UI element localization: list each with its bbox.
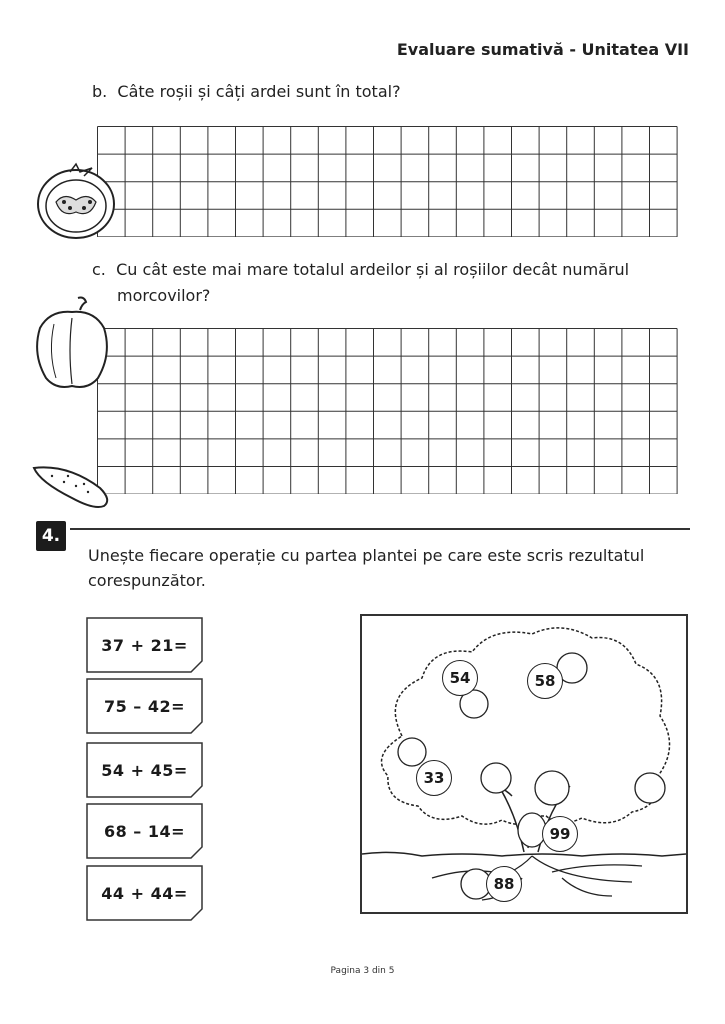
tree-result-88-text: 88 <box>493 875 515 893</box>
question-b <box>92 80 401 104</box>
tree-result-99-text: 99 <box>549 825 571 843</box>
question-b-text: Câte roșii și câți ardei sunt în total? <box>117 82 401 101</box>
operation-card-4[interactable] <box>86 803 203 859</box>
plant-tree-drawing <box>362 616 686 912</box>
tree-result-33-text: 33 <box>423 769 445 787</box>
tree-result-54[interactable] <box>442 660 478 696</box>
question-b-label: b. <box>92 82 108 101</box>
operation-card-3[interactable] <box>86 742 203 798</box>
pepper-illustration <box>32 294 112 394</box>
tree-result-99[interactable] <box>542 816 578 852</box>
tomato-illustration <box>34 162 120 244</box>
operation-text-4: 68 – 14= <box>103 821 186 841</box>
answer-grid-b[interactable] <box>97 126 678 237</box>
cucumber-illustration <box>28 460 114 512</box>
question-c-label: c. <box>92 260 106 279</box>
operation-text-2: 75 – 42= <box>103 696 186 716</box>
exercise-4-instruction-line2: corespunzător. <box>88 571 206 590</box>
plant-illustration-frame <box>360 614 688 914</box>
question-c <box>92 258 692 282</box>
question-c-line2: morcovilor? <box>117 286 211 305</box>
page-number-footer: Pagina 3 din 5 <box>330 966 395 976</box>
operation-text-5: 44 + 44= <box>101 883 188 903</box>
section-divider <box>70 528 690 530</box>
operation-card-5[interactable] <box>86 865 203 921</box>
question-c-line1: Cu cât este mai mare totalul ardeilor și al roșiilor decât numărul <box>116 260 630 279</box>
tree-result-54-text: 54 <box>449 669 471 687</box>
exercise-4-instruction-line1: Unește fiecare operație cu partea plantei pe care este scris rezultatul <box>88 546 645 565</box>
tree-result-88[interactable] <box>486 866 522 902</box>
operation-text-1: 37 + 21= <box>101 635 188 655</box>
tree-result-58-text: 58 <box>534 672 556 690</box>
page-header-title: Evaluare sumativă - Unitatea VII <box>396 40 689 59</box>
tree-result-33[interactable] <box>416 760 452 796</box>
operation-text-3: 54 + 45= <box>101 760 188 780</box>
tree-result-58[interactable] <box>527 663 563 699</box>
operation-card-1[interactable] <box>86 617 203 673</box>
exercise-number-badge: 4. <box>36 521 66 551</box>
answer-grid-c[interactable] <box>97 328 678 494</box>
operation-card-2[interactable] <box>86 678 203 734</box>
